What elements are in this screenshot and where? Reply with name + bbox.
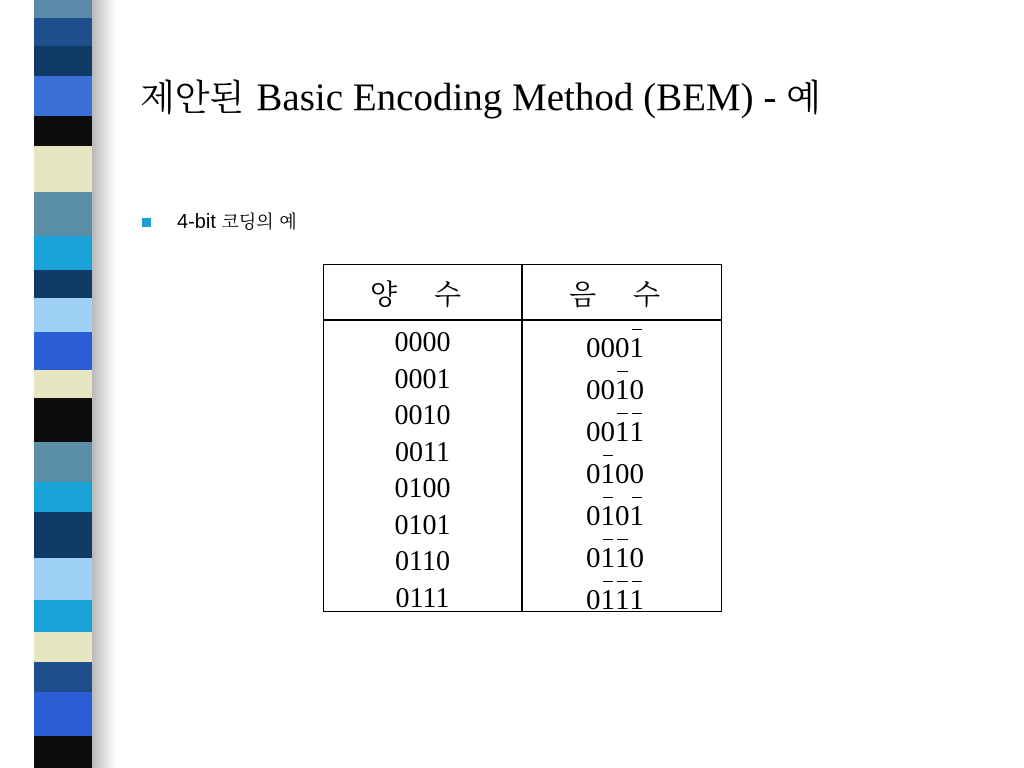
overlined-digit: 1 (615, 411, 630, 453)
overlined-digit: 1 (615, 537, 630, 579)
overlined-digit: 1 (615, 369, 630, 411)
digit: 0 (586, 584, 601, 616)
bullet-text-korean: 코딩의 예 (221, 212, 297, 233)
title-korean-prefix: 제안된 (140, 78, 245, 119)
table-header-divider (324, 319, 721, 321)
digit: 0 (586, 542, 601, 574)
digit: 0 (629, 458, 644, 490)
positive-code: 0011 (395, 436, 450, 468)
digit: 0 (586, 416, 601, 448)
positive-code: 0100 (394, 473, 451, 504)
positive-column (324, 325, 521, 617)
negative-code (586, 327, 644, 369)
slide-title (140, 70, 1000, 121)
overlined-digit: 1 (630, 411, 645, 453)
digit: 0 (586, 374, 601, 406)
strip-shadow (92, 0, 116, 768)
positive-code: 0110 (395, 546, 450, 577)
bullet-text (177, 208, 297, 234)
digit: 0 (600, 416, 615, 448)
positive-code: 0111 (395, 582, 450, 614)
positive-code: 0101 (394, 509, 451, 541)
digit: 0 (586, 332, 601, 364)
overlined-digit: 1 (601, 537, 616, 579)
negative-code (586, 453, 644, 495)
negative-column (586, 327, 644, 621)
bullet-text-prefix: 4-bit (177, 211, 222, 233)
digit: 0 (600, 332, 615, 364)
digit: 0 (615, 458, 630, 490)
overlined-digit: 1 (601, 453, 616, 495)
digit: 0 (615, 332, 630, 364)
square-bullet-icon (142, 218, 151, 227)
table-column-divider (521, 265, 523, 611)
digit: 0 (586, 500, 601, 532)
decorative-side-strip (34, 0, 100, 768)
negative-code (586, 579, 644, 621)
negative-code (586, 537, 644, 579)
header-negative: 음 수 (569, 278, 674, 311)
negative-code (586, 495, 644, 537)
negative-code (586, 369, 644, 411)
positive-code: 0000 (394, 327, 451, 358)
positive-code: 0010 (394, 400, 451, 431)
title-korean-suffix: 예 (786, 78, 821, 119)
digit: 0 (629, 542, 644, 574)
overlined-digit: 1 (615, 579, 630, 621)
overlined-digit: 1 (630, 579, 645, 621)
overlined-digit: 1 (601, 495, 616, 537)
negative-code (586, 411, 644, 453)
title-english: Basic Encoding Method (BEM) - (256, 76, 787, 119)
overlined-digit: 1 (630, 327, 645, 369)
positive-code: 0001 (394, 363, 451, 395)
header-positive: 양 수 (370, 278, 475, 311)
bullet-item (142, 208, 297, 234)
encoding-table (323, 264, 722, 616)
overlined-digit: 1 (601, 579, 616, 621)
digit: 0 (586, 458, 601, 490)
digit: 0 (600, 374, 615, 406)
digit: 0 (629, 374, 644, 406)
overlined-digit: 1 (630, 495, 645, 537)
digit: 0 (615, 500, 630, 532)
